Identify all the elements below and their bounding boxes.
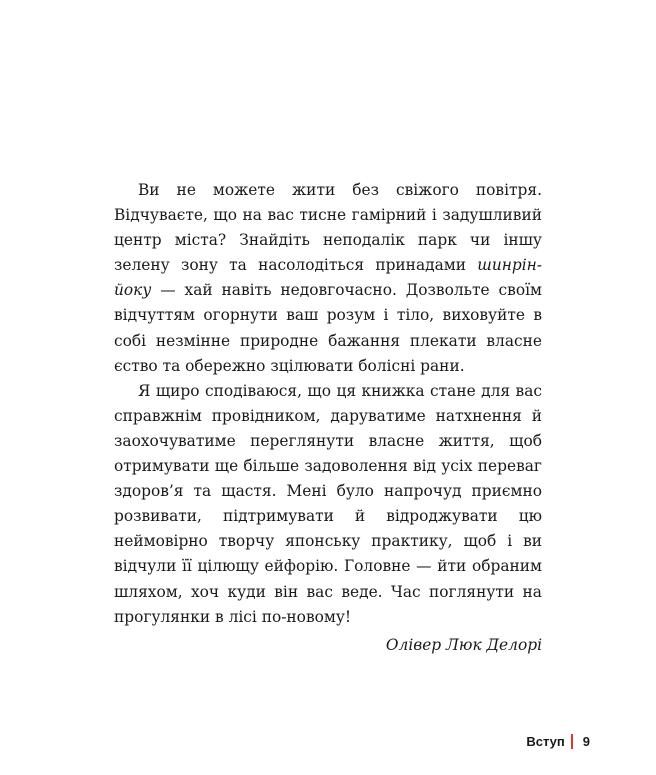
section-title: Вступ: [526, 734, 565, 749]
term-shinrin-yoku: шинрін-йоку: [114, 256, 542, 300]
page-number: 9: [582, 734, 590, 749]
paragraph-2: Я щиро сподіваюся, що ця книжка стане для вас справжнім провідником, даруватиме натхнення й заохочуватиме переглянути власне життя, щоб отримувати ще більше задоволення від усіх переваг здоров’я та щастя. Мені було напрочуд приємно розвивати, підтримувати й відроджувати цю неймовірно творчу японську практику, щоб і ви відчули її цілющу ейфорію. Головне — йти обраним шляхом, хоч куди він вас веде. Час поглянути на прогулянки в лісі по-новому!: [114, 381, 542, 626]
paragraph-1-part-1: Ви не можете жити без свіжого повітря. Відчуваєте, що на вас тисне гамірний і задушливий центр міста? Знайдіть неподалік парк чи іншу зелену зону та насолодіться принадами: [114, 181, 542, 275]
paragraph-1-part-2: — хай навіть недовгочасно. Дозвольте своїм відчуттям огорнути ваш розум і тіло, виховуйте в собі незмінне природне бажання плекати власне єство та обережно зцілювати болісні рани.: [114, 281, 542, 375]
author-signature: Олівер Люк Делорі: [385, 635, 542, 654]
paragraph-1: [114, 178, 542, 379]
page-footer: [526, 734, 590, 749]
main-text: [114, 178, 542, 658]
footer-divider: [571, 734, 573, 749]
